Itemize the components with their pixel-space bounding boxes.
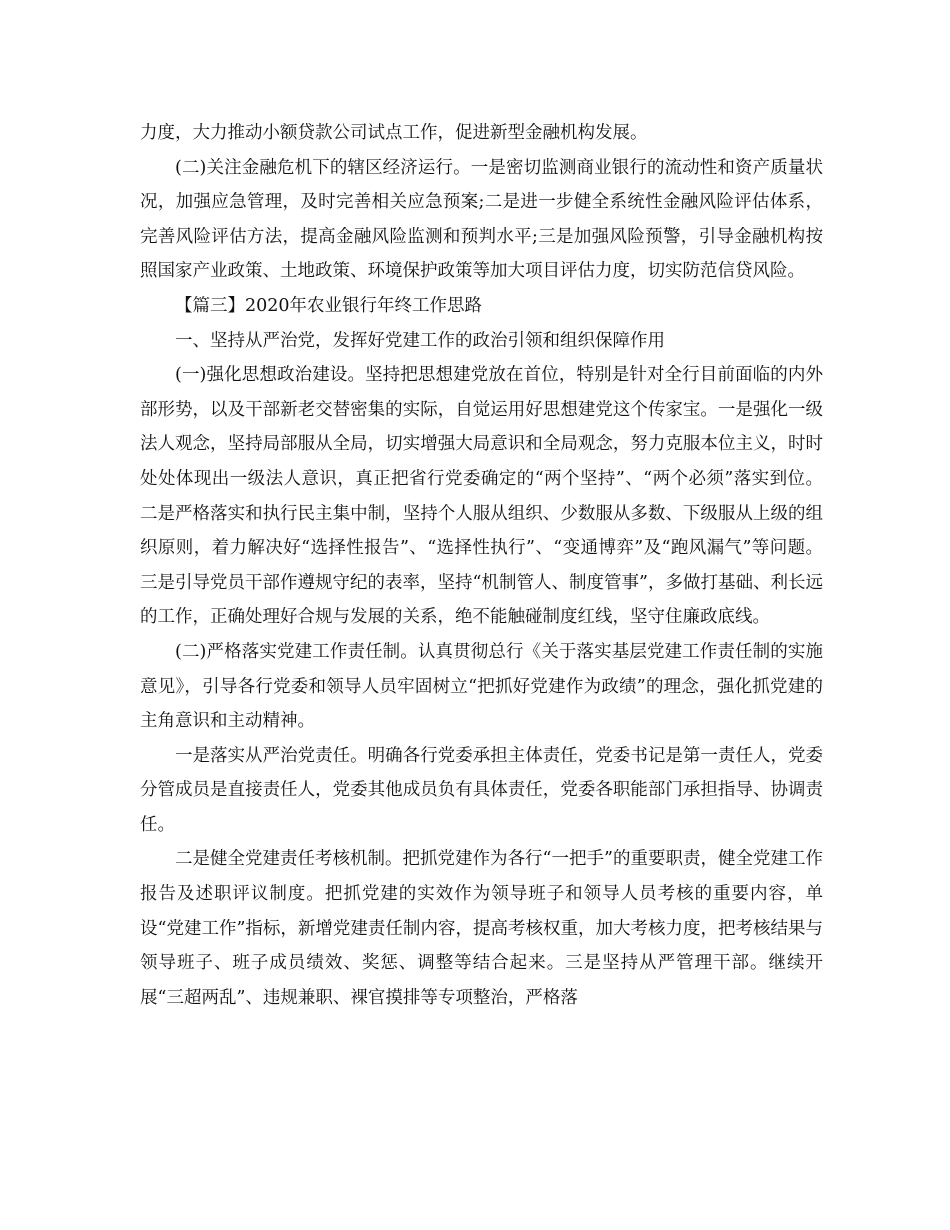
- paragraph-3: (一)强化思想政治建设。坚持把思想建党放在首位，特别是针对全行目前面临的内外部形势，以及干部新老交替密集的实际，自觉运用好思想建党这个传家宝。一是强化一级法人观念，坚持局部服从全局，切实增强大局意识和全局观念，努力克服本位主义，时时处处体现出一级法人意识，真正把省行党委确定的“两个坚持”、“两个必须”落实到位。二是严格落实和执行民主集中制，坚持个人服从组织、少数服从多数、下级服从上级的组织原则，着力解决好“选择性报告”、“选择性执行”、“变通博弈”及“跑风漏气”等问题。三是引导党员干部作遵规守纪的表率，坚持“机制管人、制度管事”，多做打基础、利长远的工作，正确处理好合规与发展的关系，绝不能触碰制度红线，坚守住廉政底线。: [140, 365, 823, 628]
- document-body: [140, 116, 823, 1015]
- paragraph-6: 二是健全党建责任考核机制。把抓党建作为各行“一把手”的重要职责，健全党建工作报告及述职评议制度。把抓党建的实效作为领导班子和领导人员考核的重要内容，单设“党建工作”指标，新增党建责任制内容，提高考核权重，加大考核力度，把考核结果与领导班子、班子成员绩效、奖惩、调整等结合起来。三是坚持从严管理干部。继续开展“三超两乱”、违规兼职、裸官摸排等专项整治，严格落: [140, 849, 823, 1008]
- paragraph-1: 力度，大力推动小额贷款公司试点工作，促进新型金融机构发展。: [140, 123, 648, 143]
- subsection-heading: 一、坚持从严治党，发挥好党建工作的政治引领和组织保障作用: [175, 330, 665, 351]
- paragraph-2: (二)关注金融危机下的辖区经济运行。一是密切监测商业银行的流动性和资产质量状况，加强应急管理，及时完善相关应急预案;二是进一步健全系统性金融风险评估体系，完善风险评估方法，提高金融风险监测和预判水平;三是加强风险预警，引导金融机构按照国家产业政策、土地政策、环境保护政策等加大项目评估力度，切实防范信贷风险。: [140, 157, 823, 282]
- paragraph-5: 一是落实从严治党责任。明确各行党委承担主体责任，党委书记是第一责任人，党委分管成员是直接责任人，党委其他成员负有具体责任，党委各职能部门承担指导、协调责任。: [140, 745, 823, 835]
- paragraph-4: (二)严格落实党建工作责任制。认真贯彻总行《关于落实基层党建工作责任制的实施意见》，引导各行党委和领导人员牢固树立“把抓好党建作为政绩”的理念，强化抓党建的主角意识和主动精神。: [140, 641, 823, 732]
- section-heading: 【篇三】2020年农业银行年终工作思路: [175, 295, 483, 316]
